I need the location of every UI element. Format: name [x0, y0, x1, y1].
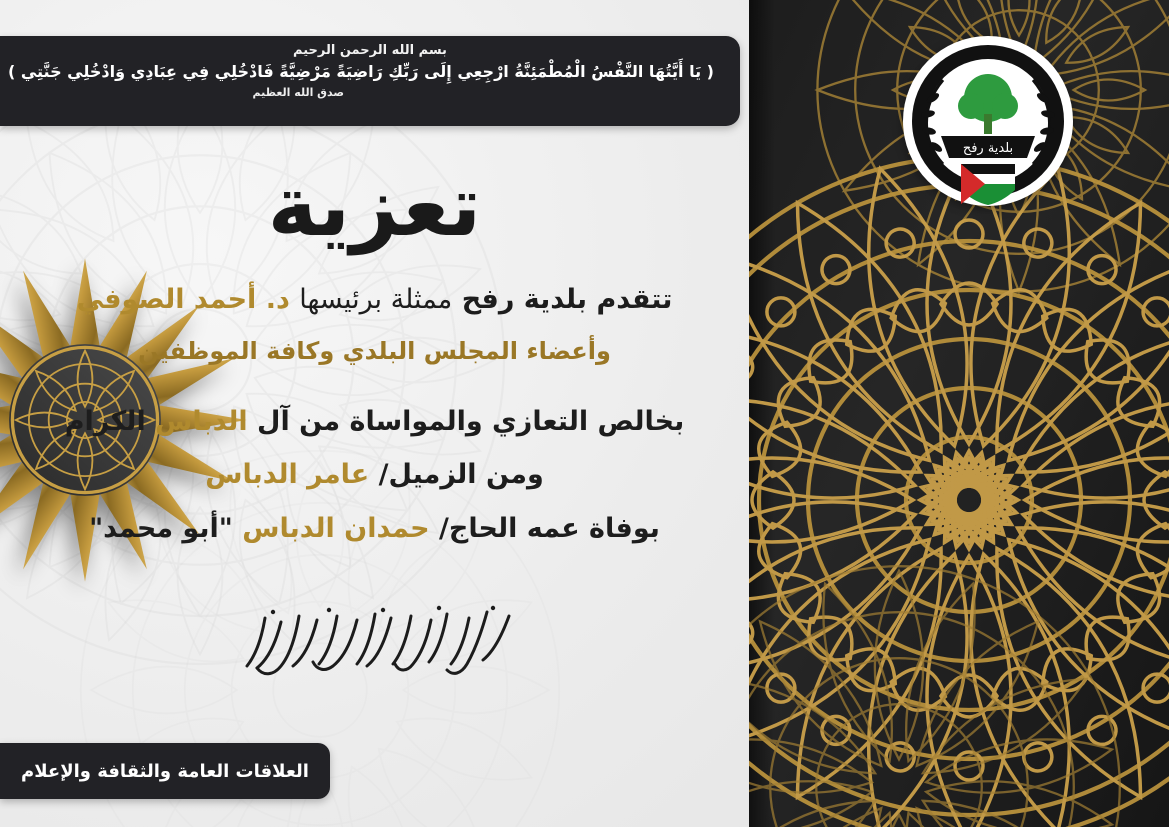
p2-prefix: بخالص التعازي والمواساة من آل — [257, 406, 685, 438]
rafah-municipality-emblem-icon — [903, 36, 1073, 206]
paragraph-one-line-one — [10, 280, 739, 319]
logo-arch-text: بلدية رفح — [962, 141, 1014, 156]
basmala-ribbon — [0, 36, 740, 126]
p2-deceased-nickname: "أبو محمد" — [89, 512, 233, 544]
basmala-text: بسم الله الرحمن الرحيم — [293, 43, 447, 58]
p1-entity: بلدية رفح — [461, 284, 588, 316]
p1-prefix: تتقدم — [596, 284, 673, 316]
p2-deceased-name: حمدان الدباس — [242, 512, 430, 544]
footer-department-tag — [0, 743, 330, 799]
p1-president: د. أحمد الصوفي — [76, 284, 290, 316]
p2-colleague-prefix: ومن الزميل/ — [378, 459, 544, 491]
calligraphy-icon — [225, 594, 525, 689]
calligraphy-text: إنا لله وإنا إليه راجعون — [369, 685, 380, 687]
sadaqa-text: صدق الله العظيم — [252, 86, 344, 99]
paragraph-one — [10, 280, 739, 368]
card-content — [10, 150, 739, 693]
footer-department-label: العلاقات العامة والثقافة والإعلام — [21, 760, 309, 782]
paragraph-two-line-two — [10, 455, 739, 494]
paragraph-two-line-three — [10, 509, 739, 548]
inna-lillah-calligraphy — [10, 594, 739, 693]
paragraph-two-line-one — [10, 402, 739, 441]
p2-deceased-prefix: بوفاة عمه الحاج/ — [439, 512, 660, 544]
p2-suffix: الكرام — [64, 406, 146, 438]
paragraph-two — [10, 402, 739, 547]
gold-arabesque-bottom-icon — [749, 557, 1129, 827]
p1-middle: ممثلة برئيسها — [299, 284, 453, 316]
p2-family: الدباس — [155, 406, 248, 438]
quran-ayah-text: ( يَا أَيَّتُهَا النَّفْسُ الْمُطْمَئِنَّةُ ارْجِعِي إِلَى رَبِّكِ رَاضِيَةً مَرْضِيَّةً فَادْخُلِي فِي عِبَادِي وَادْخُلِي جَنَّتِي ) — [7, 62, 714, 81]
paragraph-one-line-two: وأعضاء المجلس البلدي وكافة الموظفين — [138, 336, 611, 365]
municipality-logo — [903, 36, 1073, 206]
page-title: تعزية — [267, 157, 482, 255]
p2-colleague-name: عامر الدباس — [205, 459, 370, 491]
